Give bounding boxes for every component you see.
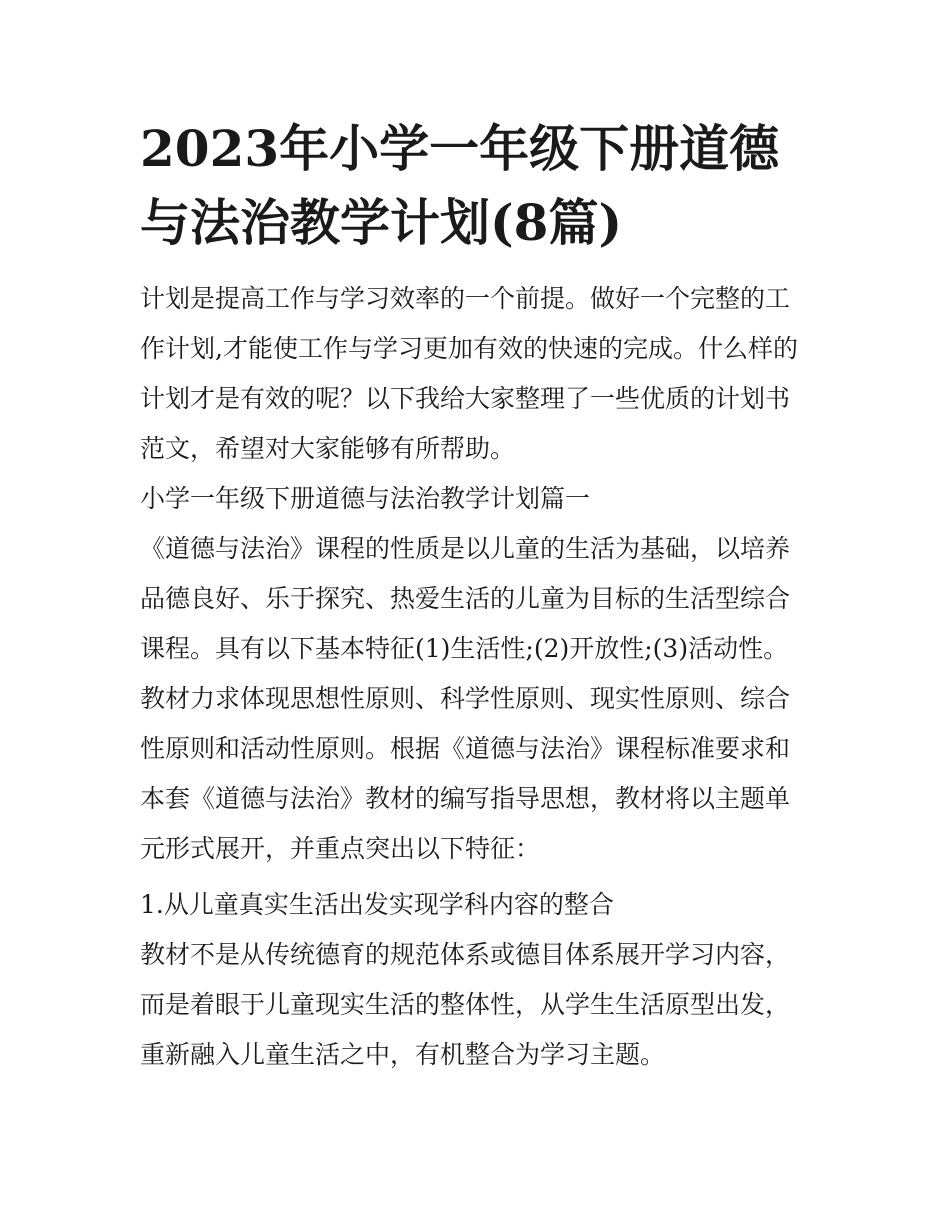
document-title: 2023年小学一年级下册道德与法治教学计划(8篇) (140, 119, 780, 252)
point-1-paragraph: 教材不是从传统德育的规范体系或德目体系展开学习内容，而是着眼于儿童现实生活的整体性，从学生生活原型出发，重新融入儿童生活之中，有机整合为学习主题。 (140, 940, 791, 1069)
section-heading: 小学一年级下册道德与法治教学计划篇一 (140, 484, 591, 513)
course-nature-paragraph: 《道德与法治》课程的性质是以儿童的生活为基础，以培养品德良好、乐于探究、热爱生活的儿童为目标的生活型综合课程。具有以下基本特征(1)生活性;(2)开放性;(3)活动性。教材力求体现思想性原则、科学性原则、现实性原则、综合性原则和活动性原则。根据《道德与法治》课程标准要求和本套《道德与法治》教材的编写指导思想，教材将以主题单元形式展开，并重点突出以下特征： (140, 534, 791, 863)
point-1-heading: 1.从儿童真实生活出发实现学科内容的整合 (140, 890, 614, 919)
intro-paragraph: 计划是提高工作与学习效率的一个前提。做好一个完整的工作计划,才能使工作与学习更加有效的快速的完成。什么样的计划才是有效的呢？以下我给大家整理了一些优质的计划书范文，希望对大家能够有所帮助。 (140, 284, 798, 463)
